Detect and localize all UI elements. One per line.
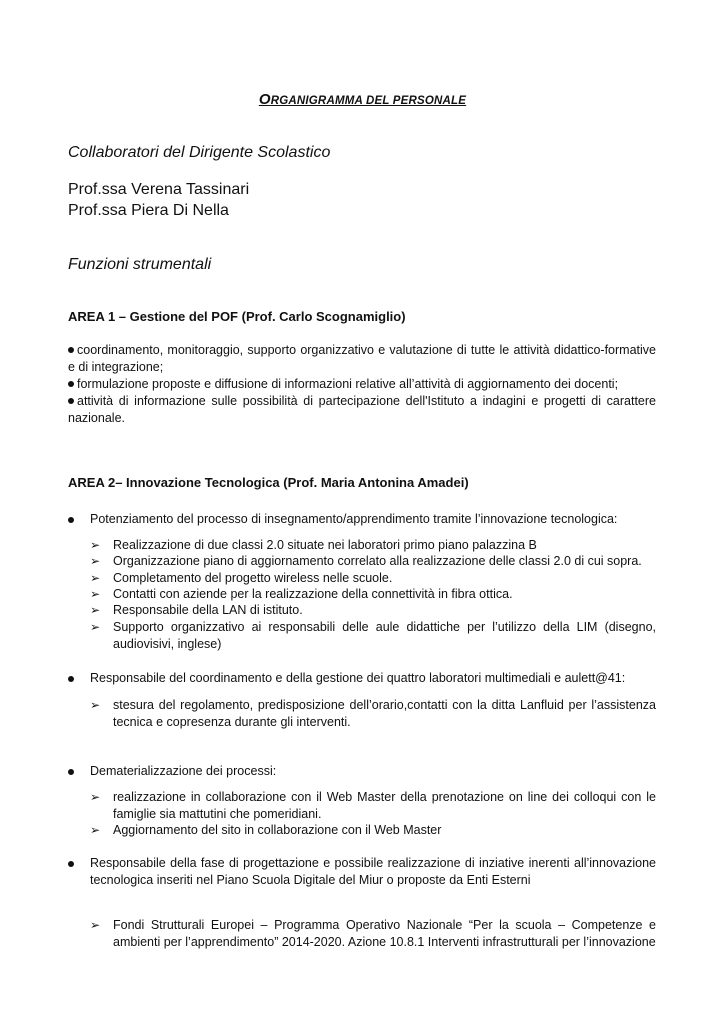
area1-item: coordinamento, monitoraggio, supporto organizzativo e valutazione di tutte le attività didattico-formative e di integrazione;: [68, 343, 656, 374]
area2-subitem: Responsabile della LAN di istituto.: [113, 603, 303, 617]
area2-bullet: Potenziamento del processo di insegnamento/apprendimento tramite l’innovazione tecnologica:: [90, 512, 618, 526]
area2-subitem: stesura del regolamento, predisposizione dell’orario,contatti con la ditta Lanfluid per l’assistenza tecnica e copresenza durante gli interventi.: [113, 698, 656, 729]
collaboratori-heading: Collaboratori del Dirigente Scolastico: [68, 144, 331, 161]
collaboratore-name: Prof.ssa Piera Di Nella: [68, 202, 229, 219]
bullet-icon: [68, 676, 74, 682]
arrow-bullet-icon: ➢: [90, 587, 101, 601]
area1-item: formulazione proposte e diffusione di informazioni relative all’attività di aggiornamento dei docenti;: [68, 376, 656, 393]
arrow-bullet-icon: ➢: [90, 571, 101, 585]
area2-subitem: Realizzazione di due classi 2.0 situate nei laboratori primo piano palazzina B: [113, 538, 537, 552]
bullet-icon: [68, 517, 74, 523]
area2-subitem: Supporto organizzativo ai responsabili delle aule didattiche per l’utilizzo della LIM (disegno, audiovisivi, inglese): [113, 620, 656, 651]
area2-bullet: Responsabile del coordinamento e della gestione dei quattro laboratori multimediali e aulett@41:: [90, 671, 626, 685]
collaboratore-name: Prof.ssa Verena Tassinari: [68, 181, 250, 198]
arrow-bullet-icon: ➢: [90, 698, 101, 712]
area2-bullet: Dematerializzazione dei processi:: [90, 764, 277, 778]
area2-subitem: Fondi Strutturali Europei – Programma Operativo Nazionale “Per la scuola – Competenze e ambienti per l’apprendimento” 2014-2020. Azione 10.8.1 Interventi infrastrutturali per l’innovazione: [113, 918, 656, 949]
bullet-icon: [68, 398, 74, 404]
area2-subitem: realizzazione in collaborazione con il Web Master della prenotazione on line dei colloqui con le famiglie sia mattutini che pomeridiani.: [113, 790, 656, 821]
area2-subitem: Completamento del progetto wireless nelle scuole.: [113, 571, 393, 585]
arrow-bullet-icon: ➢: [90, 554, 101, 568]
arrow-bullet-icon: ➢: [90, 823, 101, 837]
arrow-bullet-icon: ➢: [90, 603, 101, 617]
area2-subitem: Organizzazione piano di aggiornamento correlato alla realizzazione delle classi 2.0 di cui sopra.: [113, 554, 642, 568]
area1-item: attività di informazione sulle possibilità di partecipazione dell'Istituto a indagini e progetti di carattere nazionale.: [68, 394, 656, 425]
area1-heading: AREA 1 – Gestione del POF (Prof. Carlo Scognamiglio): [68, 309, 406, 324]
arrow-bullet-icon: ➢: [90, 538, 101, 552]
arrow-bullet-icon: ➢: [90, 620, 101, 634]
funzioni-heading: Funzioni strumentali: [68, 256, 212, 273]
page-title: ORGANIGRAMMA DEL PERSONALE: [258, 91, 467, 108]
area2-heading: AREA 2– Innovazione Tecnologica (Prof. Maria Antonina Amadei): [68, 475, 469, 490]
arrow-bullet-icon: ➢: [90, 918, 101, 932]
bullet-icon: [68, 347, 74, 353]
bullet-icon: [68, 381, 74, 387]
bullet-icon: [68, 861, 74, 867]
area2-bullet: Responsabile della fase di progettazione e possibile realizzazione di inziative inerenti all’innovazione tecnologica inseriti nel Piano Scuola Digitale del Miur o proposte da Enti Esterni: [90, 856, 656, 887]
area2-subitem: Aggiornamento del sito in collaborazione con il Web Master: [113, 823, 442, 837]
bullet-icon: [68, 769, 74, 775]
arrow-bullet-icon: ➢: [90, 790, 101, 804]
area2-subitem: Contatti con aziende per la realizzazione della connettività in fibra ottica.: [113, 587, 513, 601]
